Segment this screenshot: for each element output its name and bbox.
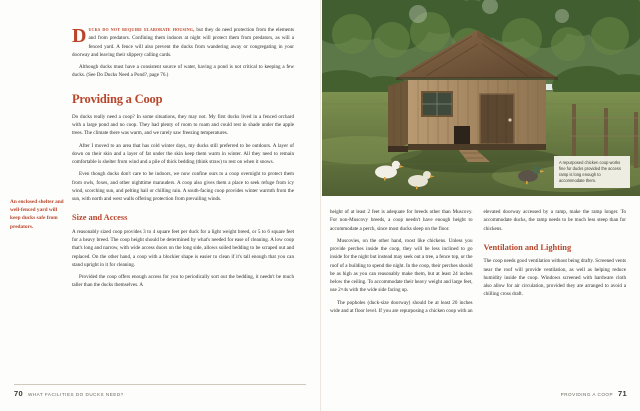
paragraph-4: After I moved to an area that has cold winter days, my ducks still preferred to be outdoors. A layer of down on their skin and a layer of fat under the skin keep them warm in winter. All they need to remain comfortable is shelter from wind and a pile of thick bedding (think straw) to rest on when it snows. bbox=[72, 142, 294, 165]
paragraph-7: Provided the coop offers enough access for you to periodically sort out the bedding, it needn't be much taller than the ducks themselves. A bbox=[72, 274, 294, 289]
intro-paragraph bbox=[72, 26, 294, 59]
right-paragraph-2: Muscovies, on the other hand, roost like chickens. Unless you provide perches inside the coop, they will be less inclined to go inside for the night but instead may seek out a tree, a fence top, or the roof of a building to spend the night. In the coop, their perches should be as high as you can reasonably make them, but at least 24 inches below the ceiling. To accommodate their heavy weight and large feet, use 2×4s with the wide side facing up. bbox=[330, 237, 473, 294]
left-body-column bbox=[72, 26, 294, 294]
paragraph-3: Do ducks really need a coop? In some situations, they may not. My first ducks lived in a fenced orchard with a large pond and no coop. They had plenty of room to roam and could rest in shade under the apple trees. The climate there was warm, and we rarely saw freezing temperatures. bbox=[72, 113, 294, 137]
photo-caption: A repurposed chicken coop works fine for ducks provided the access ramp is long enough to accommodate them. bbox=[554, 156, 630, 188]
left-running-head: WHAT FACILITIES DO DUCKS NEED? bbox=[27, 392, 124, 397]
lead-small-caps: ucks do not require elaborate housing, bbox=[88, 27, 195, 33]
paragraph-2: Although ducks must have a consistent source of water, having a pond is not critical to keeping a few ducks. (See Do Ducks Need a Pond?, page 76.) bbox=[72, 64, 294, 79]
right-folio bbox=[561, 389, 627, 398]
right-body-columns bbox=[330, 208, 626, 374]
right-paragraph-4: The coop needs good ventilation without being drafty. Screened vents near the roof will provide ventilation, as well as helping reduce humidity inside the coop. Windows screened with hardware cloth also allow for air circulation, provided they are arranged to avoid a chilling cross draft. bbox=[483, 258, 626, 298]
duck-coop-photo bbox=[322, 0, 640, 196]
right-page-number: 71 bbox=[618, 389, 627, 398]
left-folio bbox=[14, 389, 124, 398]
paragraph-6: A reasonably sized coop provides 3 to 4 square feet per duck for a light weight breed, or 5 to 6 square feet for a heavy breed. The coop height should be determined by what's needed for ease of cleaning. A low coop that's long and narrow, with wide access doors on the long side, allows soiled bedding to be scraped out and replaced. On the other hand, a coop with a blockier shape is easier to clean if it's tall enough that you can stand upright in it for cleaning. bbox=[72, 228, 294, 268]
section-heading-providing-a-coop: Providing a Coop bbox=[72, 91, 163, 106]
subheading-size-and-access: Size and Access bbox=[72, 213, 128, 223]
intro-rest: but they do need protection from the elements and from predators. Confining them indoors at night will protect them from predators, as will a fenced yard. A fence will also prevent the ducks from wandering away or congregating in your doorway and leaving their slippery calling cards. bbox=[72, 27, 295, 58]
right-running-head: PROVIDING A COOP bbox=[560, 392, 614, 397]
drop-cap: D bbox=[72, 25, 87, 47]
right-paragraph-1: height of at least 2 feet is adequate for breeds other than Muscovy. For non-Muscovy breeds, a coop needn't have enough height to accommodate a perch, since most ducks sleep on the floor. bbox=[330, 209, 473, 232]
subheading-ventilation-and-lighting: Ventilation and Lighting bbox=[483, 242, 572, 252]
right-paragraph-3: The popholes (duck-size doorway) should be at least 20 inches wide and at floor level. If you are repurposing a chicken coop with an elevated doorway accessed by a ramp, make the ramp longer. To accommodate ducks, the ramp needs to be much less steep than for chickens. bbox=[330, 209, 626, 314]
paragraph-5: Even though ducks don't care to be indoors, we now confine ours to a coop overnight to protect them from owls, foxes, and other nighttime marauders. A coop also gives them a place to seek refuge from icy wind, scorching sun, and pelting hail or chilling rain. A south-facing coop provides winter warmth from the sun, with north and west walls offering protection from prevailing winds. bbox=[72, 171, 294, 202]
left-page-number: 70 bbox=[14, 389, 23, 398]
left-footer-rule bbox=[14, 384, 306, 385]
pull-quote: An enclosed shelter and well-fenced yard will keep ducks safe from predators. bbox=[10, 199, 64, 230]
